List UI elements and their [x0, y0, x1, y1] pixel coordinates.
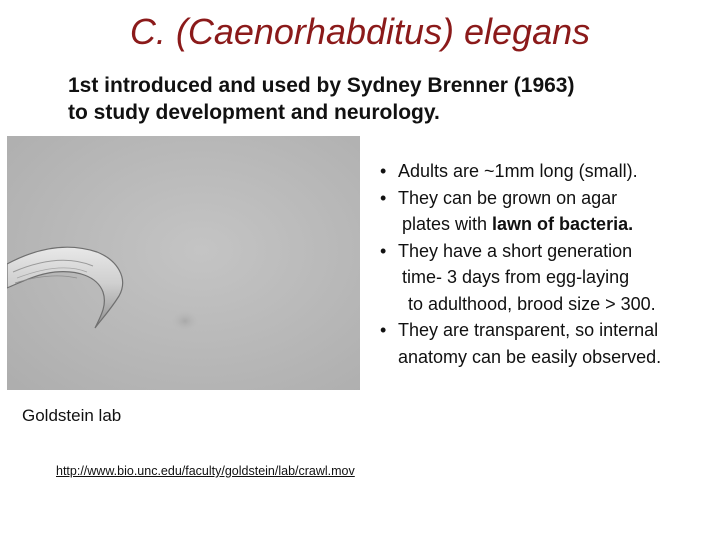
movie-link[interactable]: http://www.bio.unc.edu/faculty/goldstein/lab/crawl.mov — [56, 464, 355, 478]
slide-title: C. (Caenorhabditus) elegans — [129, 11, 591, 52]
bullet-marker: • — [380, 320, 387, 340]
bullet-2-line-2 — [398, 211, 717, 238]
intro-line-2: to study development and neurology. — [68, 101, 440, 124]
bullet-item — [372, 158, 717, 185]
bullet-item — [372, 317, 717, 370]
bullet-list — [372, 158, 717, 370]
bullet-2-line-1: They can be grown on agar — [398, 187, 618, 208]
worm-photo — [7, 136, 360, 390]
bullet-marker: • — [380, 187, 387, 208]
worm-micrograph-image — [7, 136, 360, 390]
intro-line-1: 1st introduced and used by Sydney Brenner (1963) — [68, 74, 575, 97]
bullet-3-line-3: to adulthood, brood size > 300. — [408, 293, 656, 314]
photo-caption: Goldstein lab — [22, 406, 122, 425]
bullet-3-line-2: time- 3 days from egg-laying — [402, 267, 630, 287]
bullet-1-line-1: Adults are ~1mm long (small). — [398, 161, 638, 181]
lawn-of-bacteria-emphasis: lawn of bacteria. — [492, 214, 634, 234]
bullet-item — [372, 238, 717, 318]
bullet-3-line-1: They have a short generation — [398, 240, 633, 261]
bullet-marker: • — [380, 161, 387, 181]
bullet-4-line-2: anatomy can be easily observed. — [398, 346, 662, 367]
bullet-4-line-1: They are transparent, so internal — [398, 320, 659, 340]
bullet-marker: • — [380, 240, 387, 261]
bullet-2-line-2-text: plates with — [402, 214, 493, 234]
intro-text — [68, 72, 688, 126]
bullet-item — [372, 185, 717, 238]
